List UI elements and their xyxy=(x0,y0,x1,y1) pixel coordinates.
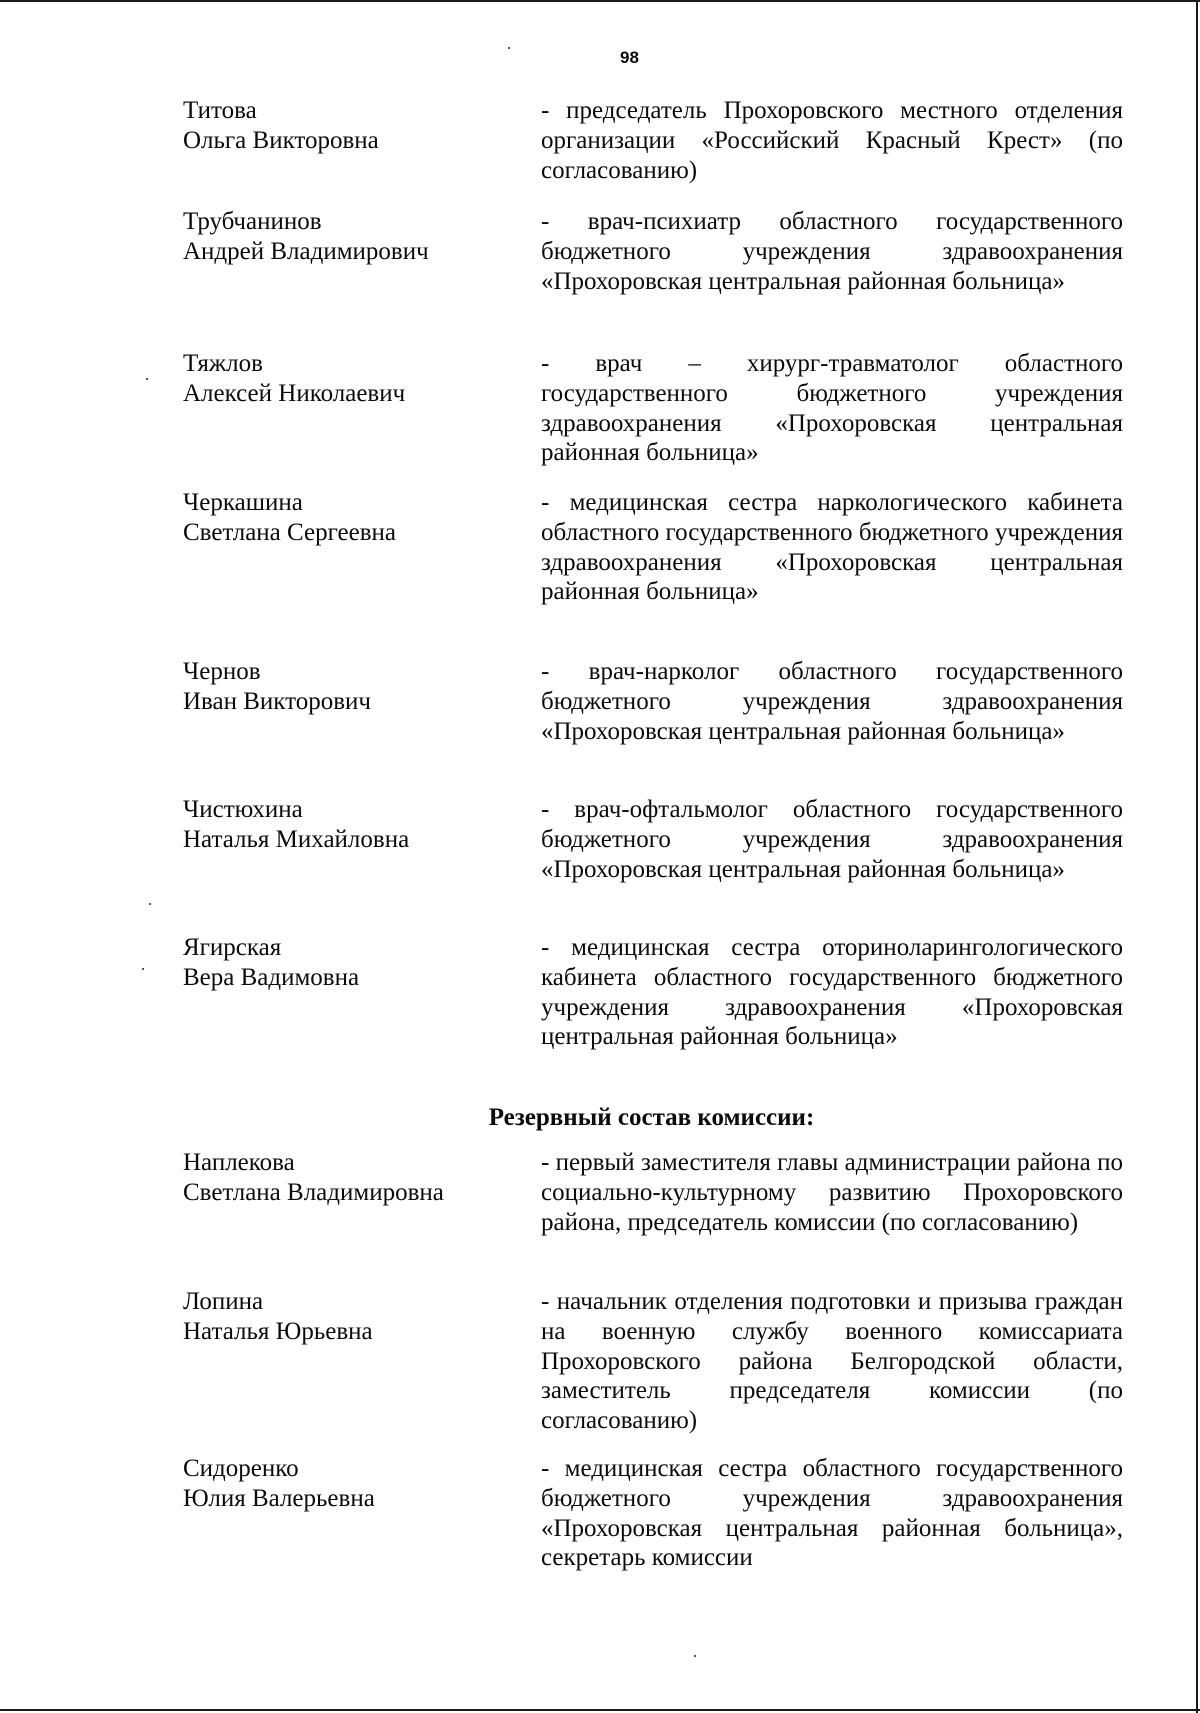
member-name xyxy=(183,657,513,717)
member-name xyxy=(183,1148,513,1208)
member-surname: Чистюхина xyxy=(183,796,303,823)
member-given-names: Ольга Викторовна xyxy=(183,127,379,154)
member-description: - первый заместителя главы администрации района по социально-культурному развитию Прохоровского района, председатель комиссии (по согласованию) xyxy=(541,1149,1123,1236)
page-border-top xyxy=(0,0,1200,2)
member-name xyxy=(183,207,513,267)
member-description: - врач-офтальмолог областного государственного бюджетного учреждения здравоохранения «Прохоровская центральная районная больница» xyxy=(541,796,1123,883)
member-surname: Чернов xyxy=(183,658,261,685)
page-border-bottom xyxy=(0,1709,1200,1711)
member-given-names: Светлана Владимировна xyxy=(183,1179,444,1206)
member-description: - начальник отделения подготовки и призыва граждан на военную службу военного комиссариата Прохоровского района Белгородской области, заместитель председателя комиссии (по согласованию) xyxy=(541,1288,1123,1435)
member-name xyxy=(183,96,513,156)
member-given-names: Алексей Николаевич xyxy=(183,380,406,407)
member-given-names: Андрей Владимирович xyxy=(183,238,429,265)
member-name xyxy=(183,1454,513,1514)
member-given-names: Вера Вадимовна xyxy=(183,964,360,991)
member-name xyxy=(183,488,513,548)
member-name xyxy=(183,1287,513,1347)
member-surname: Ягирская xyxy=(183,934,282,961)
member-description: - врач-психиатр областного государственного бюджетного учреждения здравоохранения «Прохоровская центральная районная больница» xyxy=(541,208,1123,295)
scan-speck xyxy=(508,47,510,49)
page-number: 98 xyxy=(620,48,639,67)
member-name xyxy=(183,349,513,409)
scan-speck xyxy=(149,903,151,905)
member-description: - медицинская сестра оториноларингологического кабинета областного государственного бюджетного учреждения здравоохранения «Прохоровская центральная районная больница» xyxy=(541,934,1123,1051)
member-surname: Наплекова xyxy=(183,1149,295,1176)
member-surname: Черкашина xyxy=(183,489,303,516)
member-given-names: Наталья Юрьевна xyxy=(183,1318,373,1345)
member-description: - медицинская сестра областного государственного бюджетного учреждения здравоохранения «Прохоровская центральная районная больница», секретарь комиссии xyxy=(541,1455,1123,1572)
member-surname: Сидоренко xyxy=(183,1455,299,1482)
member-description: - врач-нарколог областного государственного бюджетного учреждения здравоохранения «Прохоровская центральная районная больница» xyxy=(541,658,1123,745)
member-description: - медицинская сестра наркологического кабинета областного государственного бюджетного учреждения здравоохранения «Прохоровская центральная районная больница» xyxy=(541,489,1123,606)
member-surname: Тяжлов xyxy=(183,350,263,377)
page-border-right xyxy=(1196,0,1198,1713)
scan-speck xyxy=(694,1655,696,1657)
scan-speck xyxy=(146,378,148,380)
scan-speck xyxy=(142,968,144,970)
member-description: - председатель Прохоровского местного отделения организации «Российский Красный Крест» (по согласованию) xyxy=(541,97,1123,184)
reserve-section-heading: Резервный состав комиссии: xyxy=(488,1104,815,1131)
member-surname: Лопина xyxy=(183,1288,264,1315)
member-given-names: Иван Викторович xyxy=(183,688,371,715)
member-given-names: Наталья Михайловна xyxy=(183,826,410,853)
member-name xyxy=(183,795,513,855)
member-given-names: Светлана Сергеевна xyxy=(183,519,397,546)
member-name xyxy=(183,933,513,993)
member-surname: Трубчанинов xyxy=(183,208,322,235)
member-surname: Титова xyxy=(183,97,257,124)
member-description: - врач – хирург-травматолог областного государственного бюджетного учреждения здравоохранения «Прохоровская центральная районная больница» xyxy=(541,350,1123,467)
member-given-names: Юлия Валерьевна xyxy=(183,1485,375,1512)
